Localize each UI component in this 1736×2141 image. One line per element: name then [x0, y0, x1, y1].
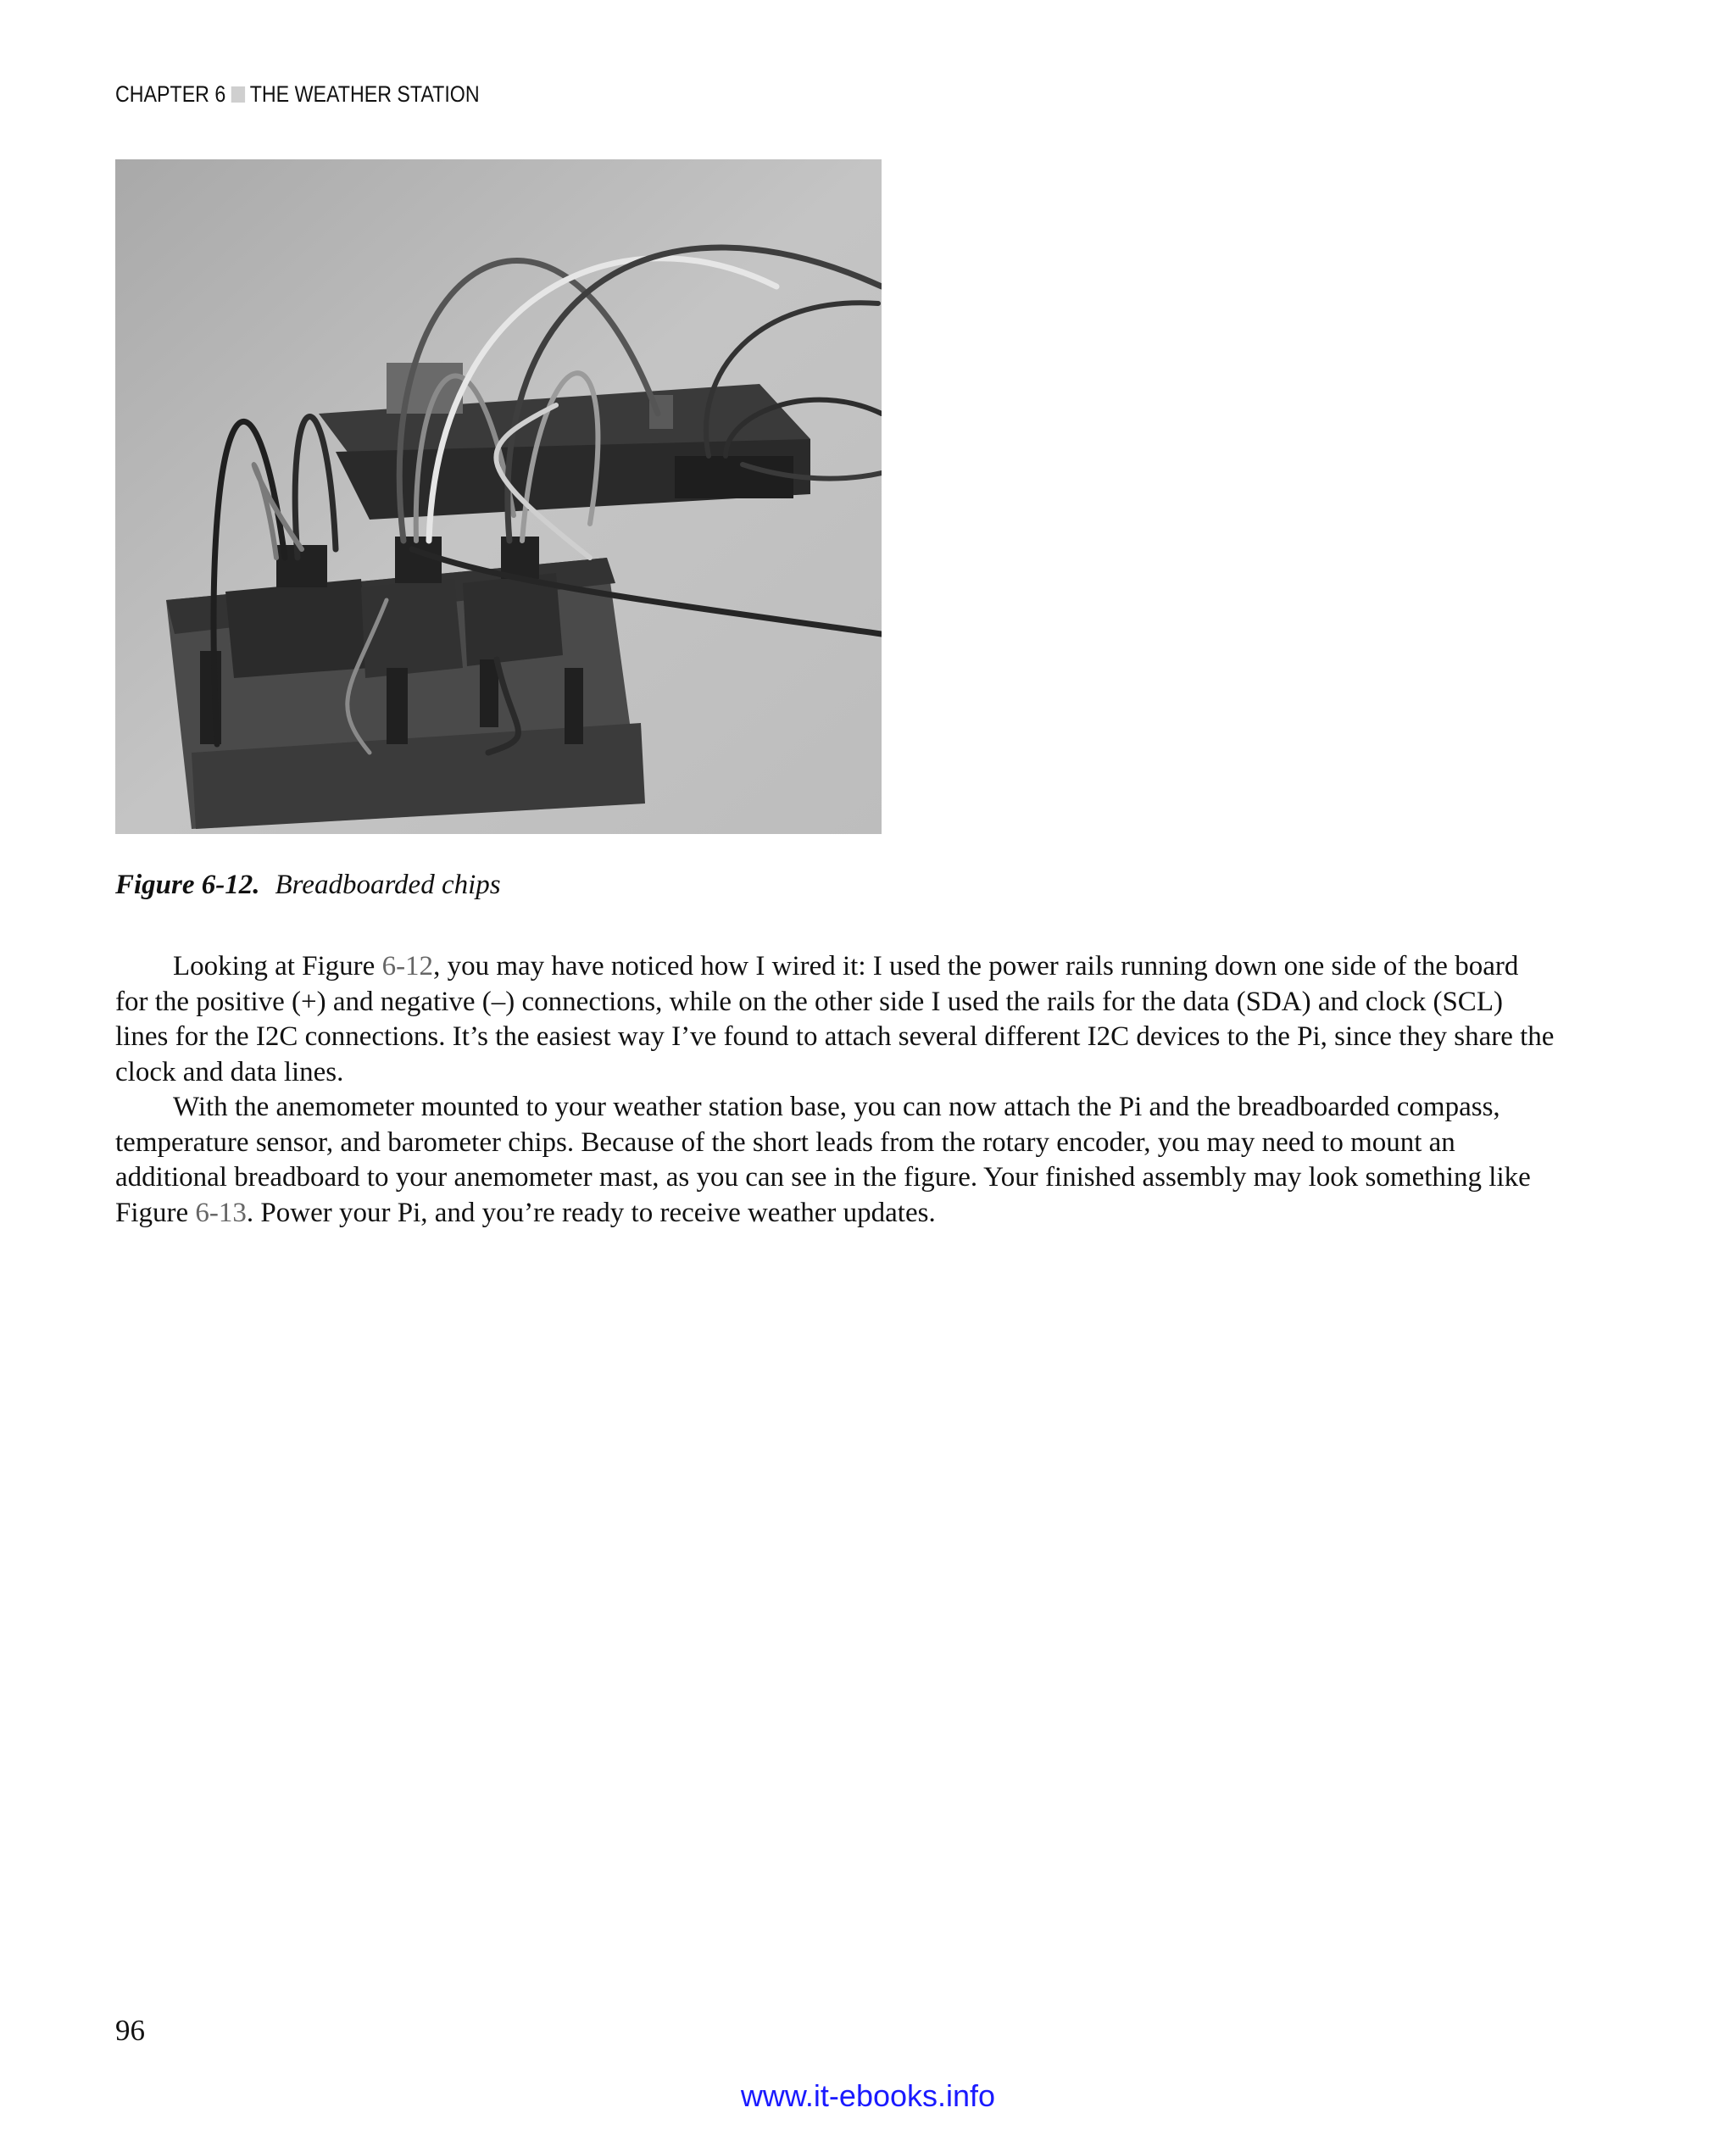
paragraph-2-text-cont: . Power your Pi, and you’re ready to receive weather updates. — [246, 1197, 936, 1228]
figure-ref-6-13-link[interactable]: 6-13 — [195, 1197, 247, 1228]
paragraph-1-text: Looking at Figure — [173, 951, 382, 982]
running-head-separator-icon — [231, 86, 244, 103]
figure-ref-6-12-link[interactable]: 6-12 — [381, 951, 434, 982]
running-head — [115, 81, 480, 108]
figure-caption — [115, 870, 501, 901]
figure-photo — [115, 159, 882, 834]
breadboard-photo-icon — [115, 159, 882, 834]
figure-caption-text: Breadboarded chips — [275, 870, 501, 900]
paragraph-2 — [115, 1090, 1556, 1231]
running-head-chapter: CHAPTER 6 — [115, 81, 226, 107]
paragraph-2-text: With the anemometer mounted to your weather station base, you can now attach the Pi and the breadboarded compass, temperature sensor, and barometer chips. Because of the short leads from the rotary encoder, you may need to mount an additional breadboard to your anemometer mast, as you can see in the figure. Your finished assembly may look something like Figure — [115, 1092, 1531, 1228]
paragraph-1 — [115, 949, 1556, 1090]
body-text — [115, 949, 1556, 1231]
footer-website-link[interactable]: www.it-ebooks.info — [740, 2078, 996, 2113]
page-number: 96 — [115, 2014, 145, 2047]
running-head-title: THE WEATHER STATION — [249, 81, 480, 107]
figure-label: Figure 6-12. — [115, 870, 260, 900]
paragraph-1-text-cont: , you may have noticed how I wired it: I used the power rails running down one side of the board for the positive (+) and negative (–) connections, while on the other side I used the rails for the data (SDA) and clock (SCL) lines for the I2C connections. It’s the easiest way I’ve found to attach several different I2C devices to the Pi, since they share the clock and data lines. — [115, 951, 1555, 1087]
